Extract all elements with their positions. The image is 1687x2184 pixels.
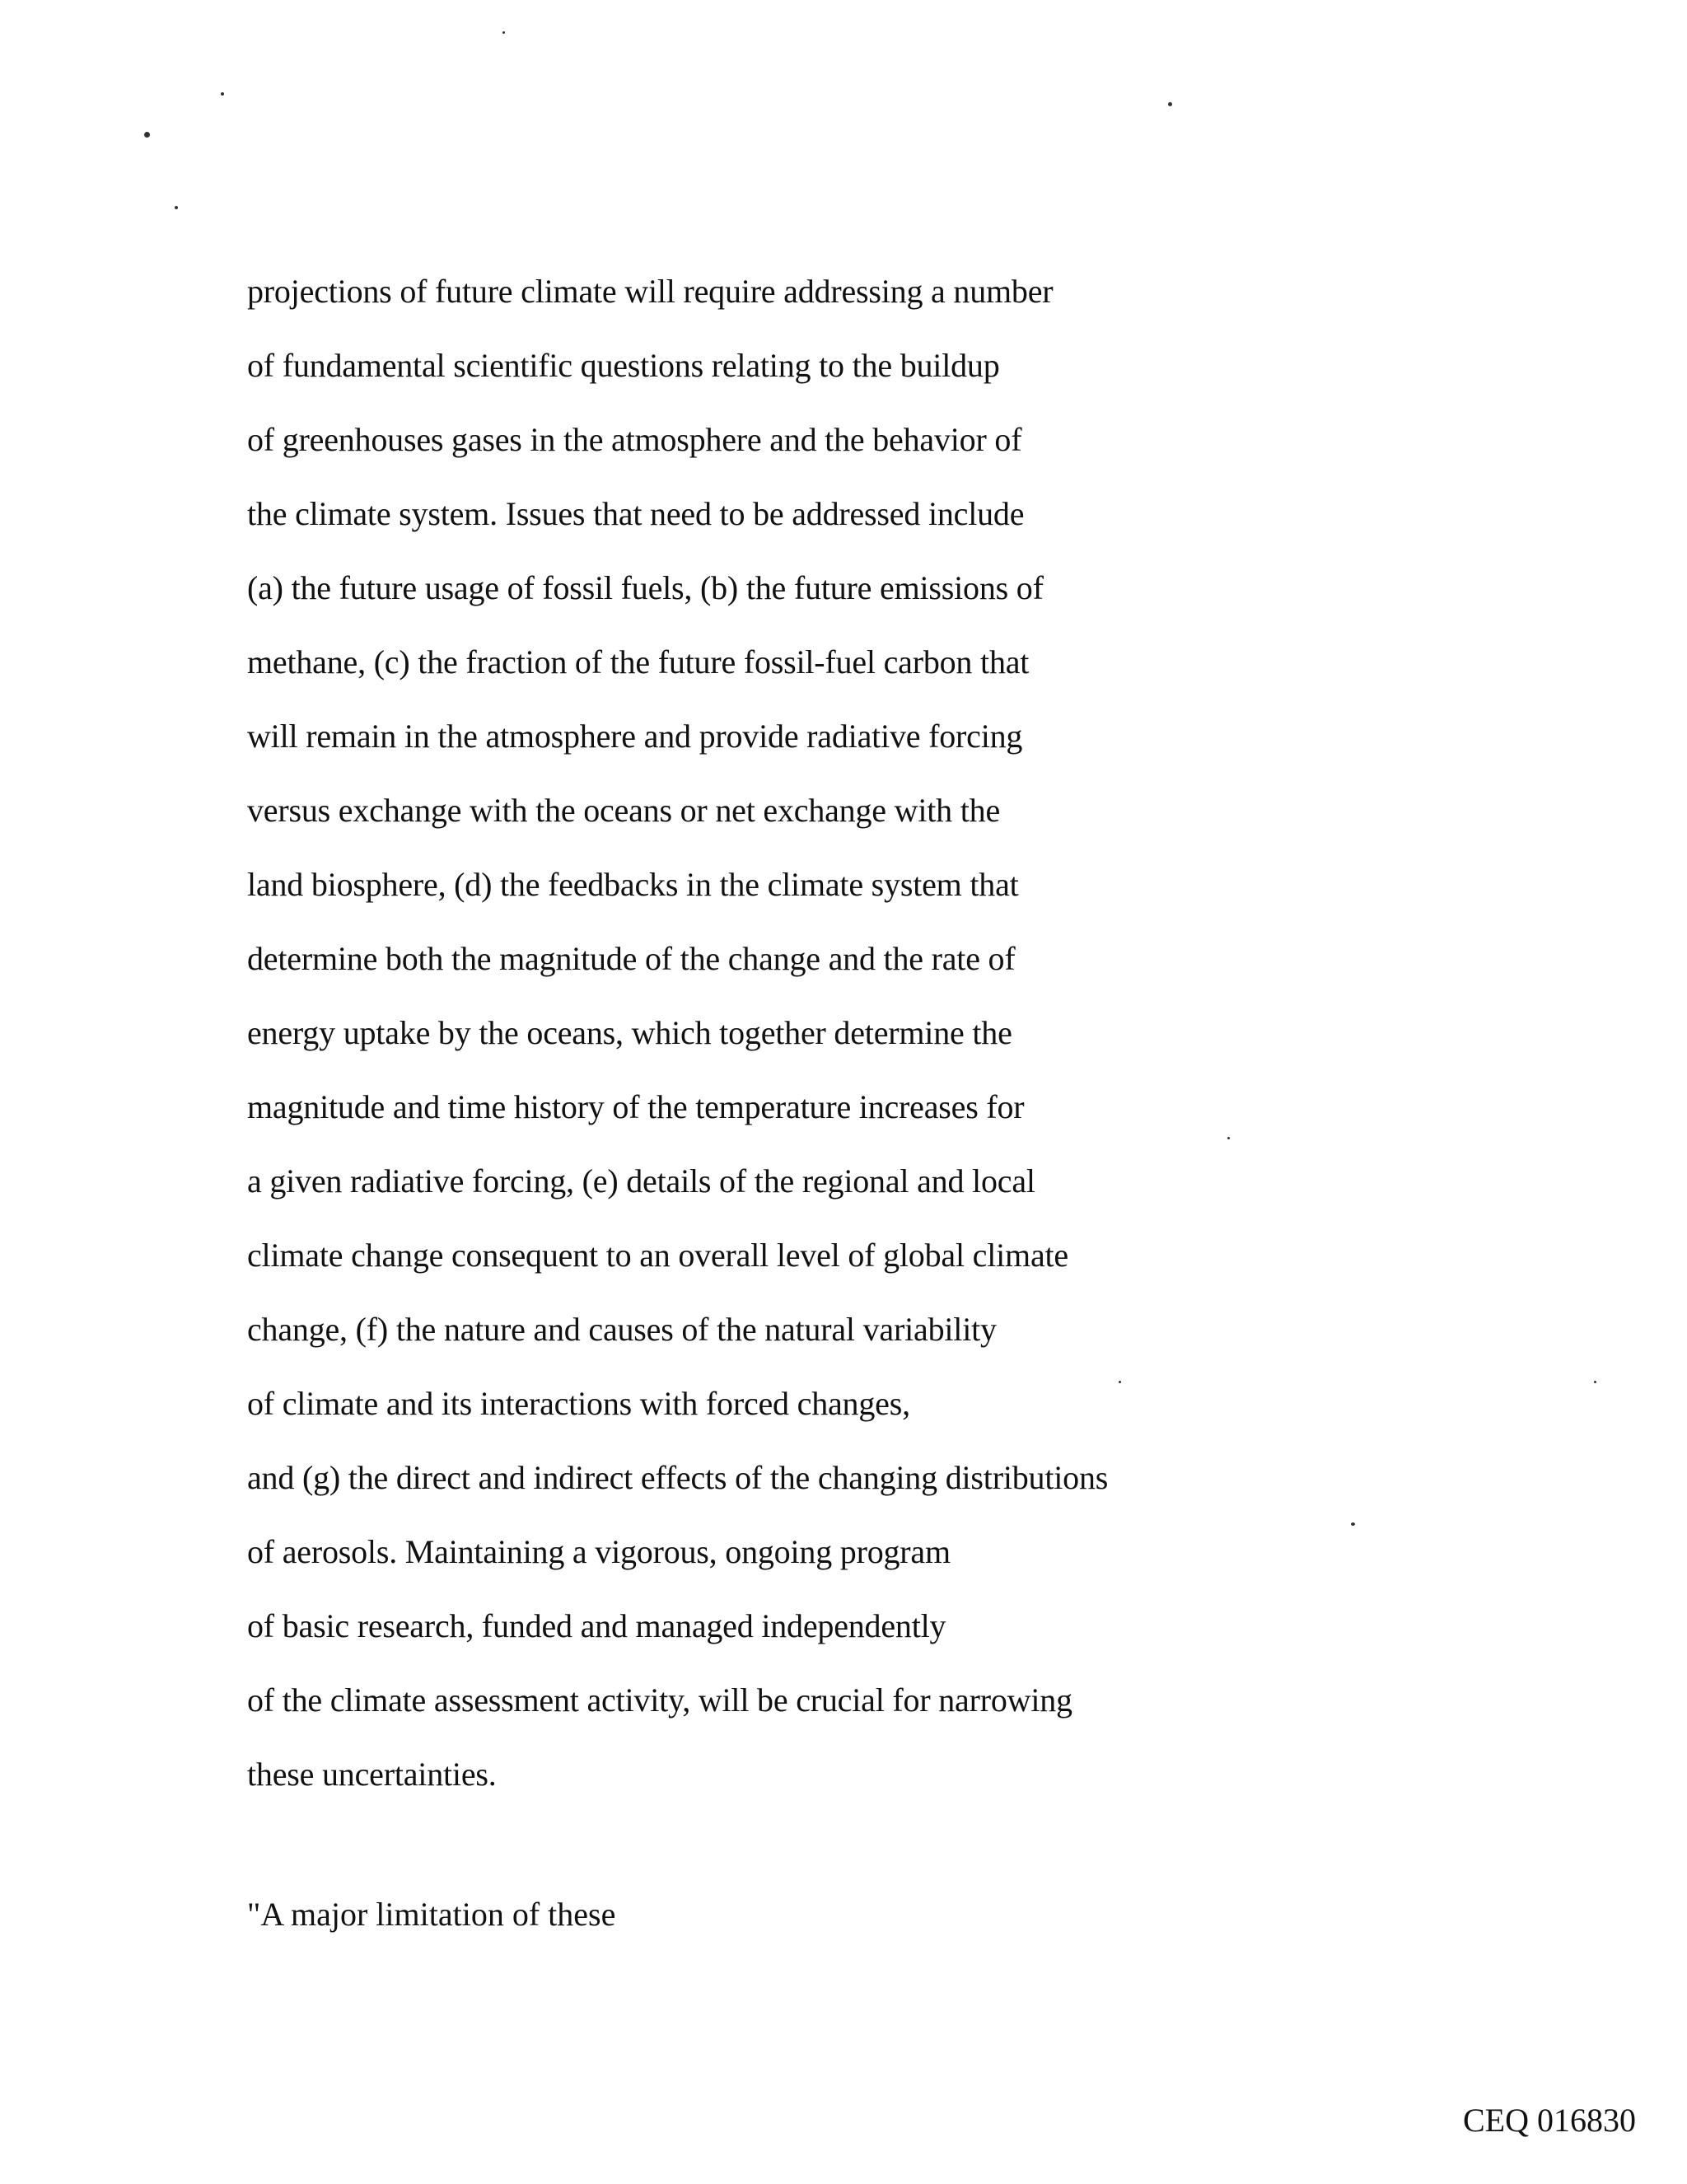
paragraph-line: of climate and its interactions with forced changes, [247, 1385, 910, 1422]
scan-speck [1594, 1381, 1596, 1383]
paragraph-line: the climate system. Issues that need to be addressed include [247, 495, 1025, 532]
paragraph-line: climate change consequent to an overall level of global climate [247, 1237, 1068, 1274]
paragraph-line: determine both the magnitude of the change and the rate of [247, 940, 1016, 977]
scan-speck [175, 206, 178, 209]
paragraph-line: land biosphere, (d) the feedbacks in the climate system that [247, 866, 1019, 903]
paragraph-line: of aerosols. Maintaining a vigorous, ongoing program [247, 1533, 951, 1570]
paragraph-line: a given radiative forcing, (e) details of the regional and local [247, 1162, 1035, 1200]
scan-speck [1168, 102, 1172, 106]
paragraph-line: versus exchange with the oceans or net exchange with the [247, 792, 1001, 829]
paragraph-line: change, (f) the nature and causes of the natural variability [247, 1311, 997, 1348]
paragraph-line: magnitude and time history of the temperature increases for [247, 1088, 1025, 1125]
paragraph-line: of basic research, funded and managed independently [247, 1607, 946, 1644]
scan-speck [502, 31, 505, 34]
bates-number: CEQ 016830 [1463, 2102, 1636, 2139]
scan-speck [221, 92, 224, 96]
paragraph-line: these uncertainties. [247, 1756, 497, 1793]
paragraph-line: of greenhouses gases in the atmosphere and the behavior of [247, 421, 1022, 458]
paragraph-line: will remain in the atmosphere and provide radiative forcing [247, 718, 1023, 755]
paragraph-line: projections of future climate will require addressing a number [247, 273, 1054, 310]
paragraph-line: methane, (c) the fraction of the future fossil-fuel carbon that [247, 643, 1030, 680]
paragraph-line: of fundamental scientific questions relating to the buildup [247, 347, 1000, 384]
paragraph-line: and (g) the direct and indirect effects of the changing distributions [247, 1459, 1109, 1496]
scan-speck [1119, 1381, 1121, 1383]
quote-start: "A major limitation of these [247, 1896, 616, 1933]
paragraph-line: energy uptake by the oceans, which together determine the [247, 1014, 1012, 1051]
paragraph-line: of the climate assessment activity, will be crucial for narrowing [247, 1681, 1072, 1719]
paragraph-line: (a) the future usage of fossil fuels, (b) the future emissions of [247, 569, 1044, 606]
scan-speck [1351, 1522, 1355, 1526]
scan-speck [1227, 1137, 1230, 1139]
scan-speck [144, 132, 150, 138]
